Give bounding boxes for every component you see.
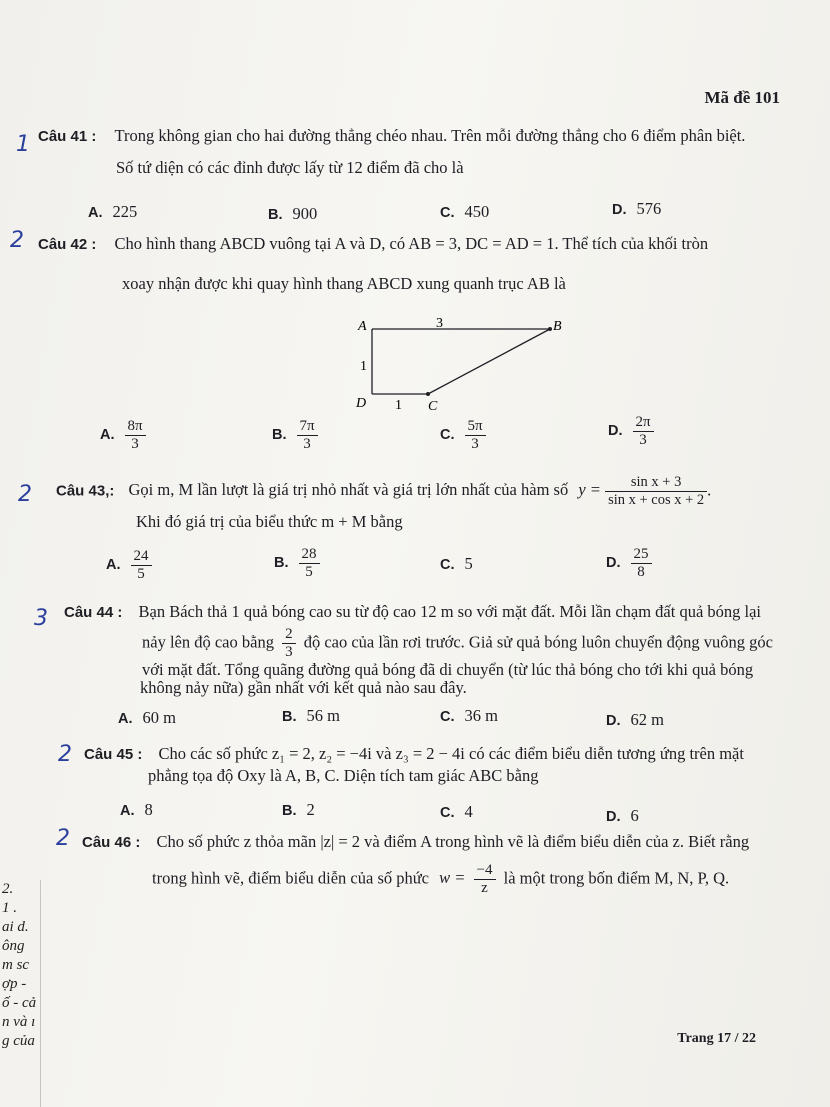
handwritten-mark-46: 2 [56,826,70,851]
handwritten-mark-44: 3 [34,606,48,631]
q45-option-d: D. 6 [606,806,639,825]
question-42-line1: Câu 42 : Cho hình thang ABCD vuông tại A và D, có AB = 3, DC = AD = 1. Thể tích của khối tròn [38,234,709,253]
q44-option-c: C. 36 m [440,706,498,725]
question-44-line4: không nảy nữa) gần nhất với kết quả nào sau đây. [140,678,467,697]
q42-option-d: D. $\frac{2\pi}{3}$ [608,414,654,449]
question-44-line2: nảy lên độ cao bằng $\frac{2}{3}$ độ cao của lần rơi trước. Giả sử quả bóng luôn chuyển động vuông góc [142,626,773,660]
q42-option-c: C. $\frac{5\pi}{3}$ [440,418,486,453]
question-44-label: Câu 44 : [64,604,123,621]
handwritten-mark-45: 2 [58,742,72,767]
question-43-line1: Câu 43,: Gọi m, M lần lượt là giá trị nhỏ nhất và giá trị lớn nhất của hàm số y = $\frac{\text{sin x + 3}}{\text{sin x + cos x + 2}}$ . [56,474,712,508]
question-41-line1: Câu 41 : Trong không gian cho hai đường thẳng chéo nhau. Trên mỗi đường thẳng cho 6 điểm phân biệt. [38,126,746,145]
q41-option-d: D. 576 [612,199,662,218]
length-dc: 1 [395,398,402,412]
q41-option-b: B. 900 [268,204,318,223]
question-43-line2: Khi đó giá trị của biểu thức m + M bằng [136,512,403,531]
question-41-line2: Số tứ diện có các đỉnh được lấy từ 12 điểm đã cho là [116,158,464,177]
q44-option-b: B. 56 m [282,706,340,725]
question-45-line2: phẳng tọa độ Oxy là A, B, C. Diện tích tam giác ABC bằng [148,766,539,785]
handwritten-mark-42: 2 [10,228,24,253]
q45-option-b: B. 2 [282,800,315,819]
vertex-c: C [428,399,438,412]
vertex-b: B [553,319,562,334]
question-45-line1: Câu 45 : Cho các số phức z₁ = 2, z₂ = −4i và z₃ = 2 − 4i có các điểm biểu diễn tương ứng trên mặt [84,744,744,763]
question-46-line1: Câu 46 : Cho số phức z thỏa mãn |z| = 2 và điểm A trong hình vẽ là điểm biểu diễn của z. Biết rằng [82,832,750,851]
handwritten-mark-41: 1 [16,132,30,157]
question-42-line2: xoay nhận được khi quay hình thang ABCD xung quanh trục AB là [122,274,566,293]
q45-option-a: A. 8 [120,800,153,819]
q41-option-c: C. 450 [440,202,490,221]
vertex-d: D [356,396,367,411]
q43-option-a: A. $\frac{24}{5}$ [106,548,152,583]
question-46-line2: trong hình vẽ, điểm biểu diễn của số phức w = $\frac{-4}{z}$ là một trong bốn điểm M, N, P, Q. [152,862,730,896]
page-footer: Trang 17 / 22 [677,1031,756,1046]
q42-option-a: A. $\frac{8\pi}{3}$ [100,418,146,453]
length-ab: 3 [436,316,443,331]
underlying-sheet-edge: 2. 1 . ai d. ông m sc ợp - ố - cả n và ı g của [0,880,41,1107]
q43-option-b: B. $\frac{28}{5}$ [274,546,320,581]
q45-option-c: C. 4 [440,802,473,821]
trapezoid-figure [350,312,580,412]
question-45-label: Câu 45 : [84,746,143,763]
q42-option-b: B. $\frac{7\pi}{3}$ [272,418,318,453]
question-44-line1: Câu 44 : Bạn Bách thả 1 quả bóng cao su từ độ cao 12 m so với mặt đất. Mỗi lần chạm đất quả bóng lại [64,602,762,621]
vertex-a: A [358,319,367,334]
question-46-label: Câu 46 : [82,834,141,851]
q41-option-a: A. 225 [88,202,138,221]
q43-option-c: C. 5 [440,554,473,573]
q44-option-a: A. 60 m [118,708,176,727]
question-43-label: Câu 43,: [56,482,115,500]
question-44-line3: với mặt đất. Tổng quãng đường quả bóng đã di chuyển (từ lúc thả bóng cho tới khi quả bóng [142,660,754,679]
length-ad: 1 [360,359,367,374]
question-42-label: Câu 42 : [38,236,97,253]
q44-option-d: D. 62 m [606,710,664,729]
q43-option-d: D. $\frac{25}{8}$ [606,546,652,581]
question-41-label: Câu 41 : [38,128,97,145]
handwritten-mark-43: 2 [18,482,32,507]
exam-code: Mã đề 101 [704,88,780,107]
